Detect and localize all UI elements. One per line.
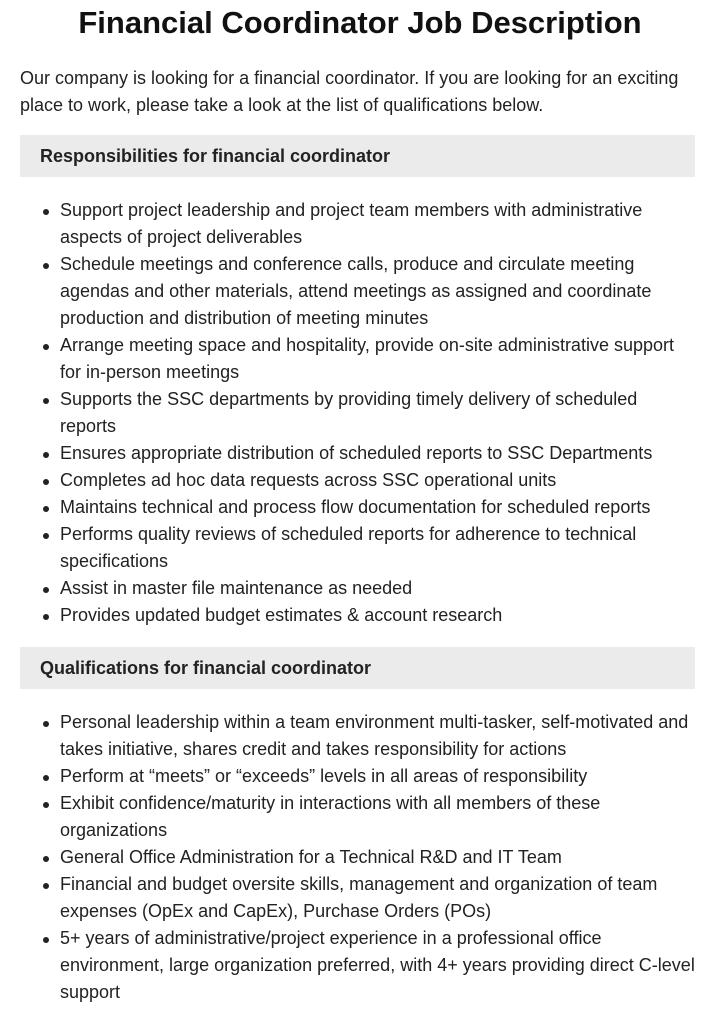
list-item: Financial and budget oversite skills, management and organization of team expenses (OpEx and CapEx), Purchase Orders (POs) xyxy=(60,871,695,925)
list-item: Exhibit confidence/maturity in interactions with all members of these organizations xyxy=(60,790,695,844)
list-item: Perform at “meets” or “exceeds” levels in all areas of responsibility xyxy=(60,763,695,790)
list-item: Maintains technical and process flow documentation for scheduled reports xyxy=(60,494,695,521)
qualifications-list xyxy=(20,709,695,1006)
intro-paragraph: Our company is looking for a financial coordinator. If you are looking for an exciting place to work, please take a look at the list of qualifications below. xyxy=(20,68,679,115)
page-title: Financial Coordinator Job Description xyxy=(78,5,642,40)
list-item: Schedule meetings and conference calls, produce and circulate meeting agendas and other materials, attend meetings as assigned and coordinate production and distribution of meeting minutes xyxy=(60,251,695,332)
list-item: Ensures appropriate distribution of scheduled reports to SSC Departments xyxy=(60,440,695,467)
list-item: Support project leadership and project team members with administrative aspects of project deliverables xyxy=(60,197,695,251)
list-item: Performs quality reviews of scheduled reports for adherence to technical specifications xyxy=(60,521,695,575)
list-item: Supports the SSC departments by providing timely delivery of scheduled reports xyxy=(60,386,695,440)
list-item: General Office Administration for a Technical R&D and IT Team xyxy=(60,844,695,871)
list-item: Provides updated budget estimates & account research xyxy=(60,602,695,629)
qualifications-heading: Qualifications for financial coordinator xyxy=(20,647,695,689)
list-item: Personal leadership within a team environment multi-tasker, self-motivated and takes initiative, shares credit and takes responsibility for actions xyxy=(60,709,695,763)
responsibilities-list xyxy=(20,197,695,629)
list-item: Assist in master file maintenance as needed xyxy=(60,575,695,602)
responsibilities-heading: Responsibilities for financial coordinator xyxy=(20,135,695,177)
list-item: 5+ years of administrative/project experience in a professional office environment, large organization preferred, with 4+ years providing direct C-level support xyxy=(60,925,695,1006)
list-item: Arrange meeting space and hospitality, provide on-site administrative support for in-person meetings xyxy=(60,332,695,386)
list-item: Completes ad hoc data requests across SSC operational units xyxy=(60,467,695,494)
